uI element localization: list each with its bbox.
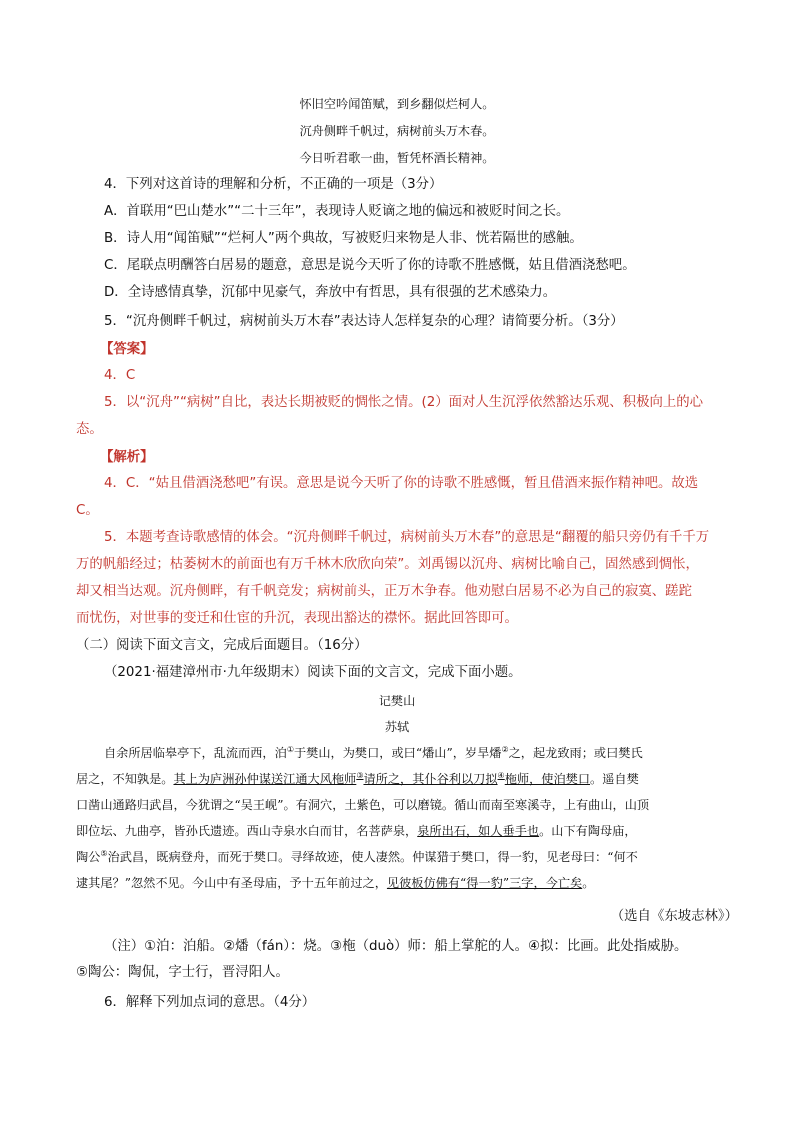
q4-option-c: C．尾联点明酬答白居易的题意，意思是说今天听了你的诗歌不胜感慨，姑且借酒浇愁吧。 (104, 258, 636, 273)
footnote-mark-2: ② (501, 744, 509, 754)
passage-text: 即位坛、九曲亭，皆孙氏遗迹。西山寺泉水白而甘，名菩萨泉， (76, 824, 418, 838)
q4-option-a: A．首联用“巴山楚水”“二十三年”，表现诗人贬谪之地的偏远和被贬时间之长。 (104, 204, 570, 219)
q4-option-b: B．诗人用“闻笛赋”“烂柯人”两个典故，写被贬归来物是人非、恍若隔世的感触。 (104, 231, 583, 246)
passage-text: 逮其尾？”忽然不见。今山中有圣母庙，予十五年前过之， (76, 876, 387, 890)
notes-line-2: ⑤陶公：陶侃，字士行，晋浔阳人。 (76, 965, 289, 980)
underlined-sentence: 见彼板仿佛有“得一豹”三字，今亡矣 (386, 876, 583, 890)
footnote-mark-3: ③ (356, 770, 364, 780)
analysis-5-line-1: 5．本题考查诗歌感情的体会。“沉舟侧畔千帆过，病树前头万木春”的意思是“翻覆的船只旁仍有千千万 (104, 530, 710, 545)
underlined-sentence: 其上为庐洲孙仲谋送江通大风柂师 (173, 772, 357, 786)
section-2-source: （2021·福建漳州市·九年级期末）阅读下面的文言文，完成下面小题。 (104, 665, 522, 680)
answer-5-line-1: 5．以“沉舟”“病树”自比，表达长期被贬的惆怅之情。(2）面对人生沉浮依然豁达乐观、积极向上的心 (104, 395, 704, 410)
passage-text: 之，起龙致雨；或曰樊氏 (508, 746, 643, 760)
underlined-sentence: 柂师，使泊樊口 (504, 772, 591, 786)
passage-text: 。山下有陶母庙， (539, 824, 637, 838)
footnote-mark-1: ① (286, 744, 294, 754)
footnote-mark-5: ⑤ (100, 848, 108, 858)
underlined-sentence: 泉所出石，如人垂手也 (417, 824, 540, 838)
passage-line-5 (76, 848, 638, 866)
passage-line-4 (76, 822, 637, 840)
question-4-stem: 4．下列对这首诗的理解和分析，不正确的一项是（3分） (104, 177, 443, 192)
answer-4: 4．C (104, 368, 136, 383)
underlined-sentence: 请所之，其仆谷利以刀拟 (363, 772, 498, 786)
footnote-mark-4: ④ (497, 770, 505, 780)
poem-line-3: 今日听君歌一曲，暂凭杯酒长精神。 (299, 151, 495, 165)
passage-line-6 (76, 874, 594, 892)
passage-text: 。遥自樊 (590, 772, 639, 786)
passage-title: 记樊山 (378, 694, 416, 708)
passage-text: 。 (582, 876, 595, 890)
question-5-stem: 5．“沉舟侧畔千帆过，病树前头万木春”表达诗人怎样复杂的心理？请简要分析。（3分） (104, 314, 624, 329)
passage-line-2 (76, 770, 639, 788)
notes-line-1 (104, 938, 687, 956)
passage-text: 治武昌，既病登舟，而死于樊口。寻绎故迹，使人凄然。仲谋猎于樊口，得一豹，见老母曰：“何不 (107, 850, 638, 864)
analysis-5-line-4: 而忧伤，对世事的变迁和仕宦的升沉，表现出豁达的襟怀。据此回答即可。 (76, 611, 518, 626)
answer-tag: 【答案】 (100, 342, 154, 357)
passage-text: 居之，不知孰是。 (76, 772, 174, 786)
analysis-5-line-2: 万的帆船经过；枯萎树木的前面也有万千林木欣欣向荣”。刘禹锡以沉舟、病树比喻自己，固然感到惆怅， (76, 557, 699, 572)
q4-option-d: D．全诗感情真挚，沉郁中见豪气，奔放中有哲思，具有很强的艺术感染力。 (104, 285, 557, 300)
analysis-4-line-2: C。 (76, 503, 99, 518)
passage-text: 自余所居临皋亭下，乱流而西，泊 (104, 746, 287, 760)
passage-line-1 (104, 744, 643, 762)
passage-text: 陶公 (76, 850, 101, 864)
passage-line-3: 口凿山通路归武昌，今犹谓之“吴王岘”。有洞穴，土紫色，可以磨镜。循山而南至寒溪寺，上有曲山，山顶 (76, 798, 650, 812)
passage-text: 于樊山，为樊口，或曰“燔山”，岁旱燔 (293, 746, 502, 760)
passage-source: （选自《东坡志林》） (610, 909, 738, 924)
poem-line-1: 怀旧空吟闻笛赋，到乡翻似烂柯人。 (299, 97, 495, 111)
poem-line-2: 沉舟侧畔千帆过，病树前头万木春。 (299, 124, 495, 138)
answer-5-line-2: 态。 (76, 422, 103, 437)
analysis-5-line-3: 却又相当达观。沉舟侧畔，有千帆竞发；病树前头，正万木争春。他劝慰白居易不必为自己的寂寞、蹉跎 (76, 584, 692, 599)
section-2-heading: （二）阅读下面文言文，完成后面题目。（16分） (76, 638, 368, 653)
notes-label: （注） (104, 939, 145, 954)
notes-text: ①泊：泊船。②燔（fán）：烧。③柂（duò）师：船上掌舵的人。④拟：比画。此处指威胁。 (144, 939, 688, 954)
analysis-tag: 【解析】 (100, 450, 154, 465)
passage-author: 苏轼 (384, 720, 410, 734)
analysis-4-line-1: 4．C．“姑且借酒浇愁吧”有误。意思是说今天听了你的诗歌不胜感慨，暂且借酒来振作精神吧。故选 (104, 476, 699, 491)
question-6-stem: 6．解释下列加点词的意思。（4分） (104, 995, 316, 1010)
